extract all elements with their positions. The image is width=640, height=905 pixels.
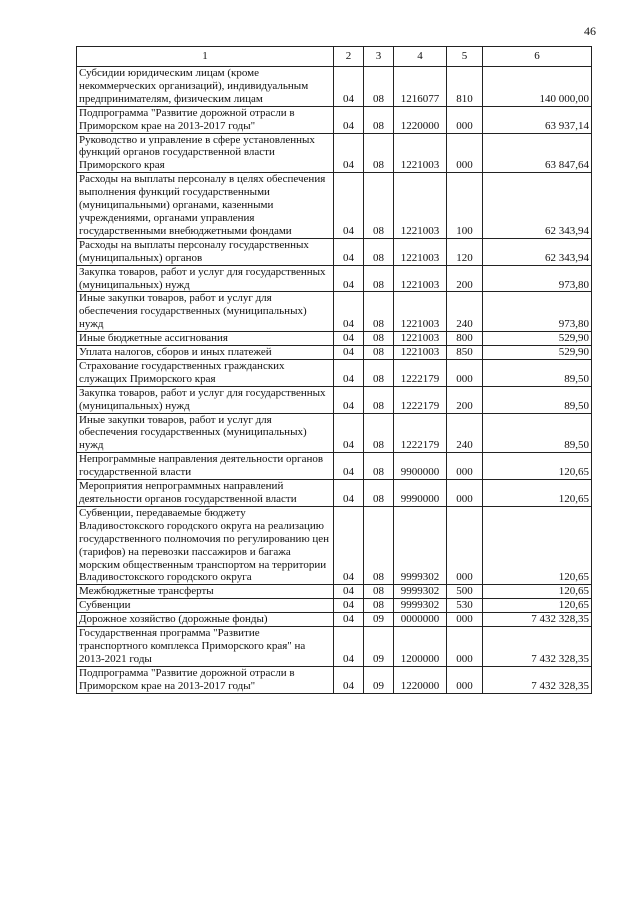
row-subsection-cell: 08 bbox=[364, 238, 394, 265]
row-section-cell: 04 bbox=[334, 599, 364, 613]
row-target-article-cell: 1200000 bbox=[394, 627, 447, 667]
header-cell-name: 1 bbox=[77, 47, 334, 67]
table-row bbox=[77, 265, 592, 292]
row-section-cell: 04 bbox=[334, 506, 364, 584]
table-row bbox=[77, 106, 592, 133]
row-target-article-cell: 1222179 bbox=[394, 413, 447, 453]
row-section-cell: 04 bbox=[334, 480, 364, 507]
row-target-article-cell: 1220000 bbox=[394, 106, 447, 133]
row-amount-cell: 120,65 bbox=[483, 506, 592, 584]
table-row bbox=[77, 506, 592, 584]
row-amount-cell: 120,65 bbox=[483, 585, 592, 599]
row-subsection-cell: 08 bbox=[364, 332, 394, 346]
table-row bbox=[77, 585, 592, 599]
row-expense-type-cell: 120 bbox=[447, 238, 483, 265]
row-expense-type-cell: 000 bbox=[447, 106, 483, 133]
header-cell-subsection: 3 bbox=[364, 47, 394, 67]
row-target-article-cell: 1216077 bbox=[394, 67, 447, 107]
row-expense-type-cell: 000 bbox=[447, 613, 483, 627]
row-target-article-cell: 1221003 bbox=[394, 173, 447, 239]
table-row bbox=[77, 413, 592, 453]
table-row bbox=[77, 599, 592, 613]
row-expense-type-cell: 000 bbox=[447, 359, 483, 386]
table-row bbox=[77, 627, 592, 667]
table-row bbox=[77, 133, 592, 173]
row-name-cell: Межбюджетные трансферты bbox=[77, 585, 334, 599]
row-name-cell: Субвенции bbox=[77, 599, 334, 613]
row-name-cell: Расходы на выплаты персоналу в целях обеспечения выполнения функций государственными (муниципальными) органами, казенными учреждениями, органами управления государственными внебюджетными фондами bbox=[77, 173, 334, 239]
row-target-article-cell: 1221003 bbox=[394, 133, 447, 173]
row-target-article-cell: 0000000 bbox=[394, 613, 447, 627]
row-amount-cell: 120,65 bbox=[483, 599, 592, 613]
row-expense-type-cell: 000 bbox=[447, 453, 483, 480]
row-section-cell: 04 bbox=[334, 346, 364, 360]
row-section-cell: 04 bbox=[334, 238, 364, 265]
row-target-article-cell: 1221003 bbox=[394, 292, 447, 332]
header-cell-section: 2 bbox=[334, 47, 364, 67]
row-expense-type-cell: 850 bbox=[447, 346, 483, 360]
row-subsection-cell: 08 bbox=[364, 480, 394, 507]
row-section-cell: 04 bbox=[334, 413, 364, 453]
row-subsection-cell: 08 bbox=[364, 413, 394, 453]
row-expense-type-cell: 000 bbox=[447, 666, 483, 693]
row-name-cell: Дорожное хозяйство (дорожные фонды) bbox=[77, 613, 334, 627]
table-row bbox=[77, 453, 592, 480]
table-row bbox=[77, 332, 592, 346]
table-row bbox=[77, 359, 592, 386]
row-section-cell: 04 bbox=[334, 67, 364, 107]
row-expense-type-cell: 200 bbox=[447, 265, 483, 292]
row-name-cell: Иные бюджетные ассигнования bbox=[77, 332, 334, 346]
row-name-cell: Субвенции, передаваемые бюджету Владивостокского городского округа на реализацию государственного полномочия по регулированию цен (тарифов) на перевозки пассажиров и багажа морским общественным транспортом на территории Владивостокского городского округа bbox=[77, 506, 334, 584]
row-subsection-cell: 08 bbox=[364, 599, 394, 613]
row-target-article-cell: 1221003 bbox=[394, 332, 447, 346]
header-cell-target-article: 4 bbox=[394, 47, 447, 67]
row-subsection-cell: 08 bbox=[364, 359, 394, 386]
row-amount-cell: 7 432 328,35 bbox=[483, 627, 592, 667]
table-body bbox=[77, 67, 592, 694]
row-name-cell: Уплата налогов, сборов и иных платежей bbox=[77, 346, 334, 360]
row-name-cell: Закупка товаров, работ и услуг для государственных (муниципальных) нужд bbox=[77, 265, 334, 292]
row-amount-cell: 973,80 bbox=[483, 292, 592, 332]
row-subsection-cell: 08 bbox=[364, 386, 394, 413]
row-subsection-cell: 08 bbox=[364, 106, 394, 133]
header-row bbox=[77, 47, 592, 67]
page-number: 46 bbox=[584, 24, 596, 38]
row-section-cell: 04 bbox=[334, 106, 364, 133]
row-name-cell: Подпрограмма "Развитие дорожной отрасли в Приморском крае на 2013-2017 годы" bbox=[77, 106, 334, 133]
row-amount-cell: 973,80 bbox=[483, 265, 592, 292]
row-expense-type-cell: 200 bbox=[447, 386, 483, 413]
row-name-cell: Иные закупки товаров, работ и услуг для обеспечения государственных (муниципальных) нужд bbox=[77, 292, 334, 332]
row-section-cell: 04 bbox=[334, 359, 364, 386]
row-expense-type-cell: 530 bbox=[447, 599, 483, 613]
row-amount-cell: 89,50 bbox=[483, 386, 592, 413]
header-cell-amount: 6 bbox=[483, 47, 592, 67]
table-row bbox=[77, 666, 592, 693]
row-name-cell: Закупка товаров, работ и услуг для государственных (муниципальных) нужд bbox=[77, 386, 334, 413]
row-amount-cell: 89,50 bbox=[483, 413, 592, 453]
table-row bbox=[77, 480, 592, 507]
row-subsection-cell: 08 bbox=[364, 173, 394, 239]
row-amount-cell: 7 432 328,35 bbox=[483, 666, 592, 693]
row-amount-cell: 62 343,94 bbox=[483, 173, 592, 239]
row-section-cell: 04 bbox=[334, 386, 364, 413]
row-section-cell: 04 bbox=[334, 627, 364, 667]
row-name-cell: Расходы на выплаты персоналу государственных (муниципальных) органов bbox=[77, 238, 334, 265]
row-name-cell: Страхование государственных гражданских служащих Приморского края bbox=[77, 359, 334, 386]
row-subsection-cell: 08 bbox=[364, 292, 394, 332]
header-cell-expense-type: 5 bbox=[447, 47, 483, 67]
row-section-cell: 04 bbox=[334, 292, 364, 332]
row-subsection-cell: 09 bbox=[364, 666, 394, 693]
row-name-cell: Иные закупки товаров, работ и услуг для обеспечения государственных (муниципальных) нужд bbox=[77, 413, 334, 453]
row-amount-cell: 7 432 328,35 bbox=[483, 613, 592, 627]
budget-table bbox=[76, 46, 592, 694]
row-expense-type-cell: 000 bbox=[447, 506, 483, 584]
row-target-article-cell: 1221003 bbox=[394, 265, 447, 292]
row-section-cell: 04 bbox=[334, 332, 364, 346]
row-section-cell: 04 bbox=[334, 585, 364, 599]
table-row bbox=[77, 346, 592, 360]
row-expense-type-cell: 100 bbox=[447, 173, 483, 239]
row-target-article-cell: 9999302 bbox=[394, 585, 447, 599]
row-subsection-cell: 08 bbox=[364, 453, 394, 480]
row-target-article-cell: 9990000 bbox=[394, 480, 447, 507]
row-target-article-cell: 1221003 bbox=[394, 238, 447, 265]
row-expense-type-cell: 240 bbox=[447, 292, 483, 332]
row-section-cell: 04 bbox=[334, 453, 364, 480]
row-section-cell: 04 bbox=[334, 173, 364, 239]
table-row bbox=[77, 613, 592, 627]
row-name-cell: Руководство и управление в сфере установленных функций органов государственной власти Приморского края bbox=[77, 133, 334, 173]
table-row bbox=[77, 292, 592, 332]
table-row bbox=[77, 67, 592, 107]
row-expense-type-cell: 000 bbox=[447, 627, 483, 667]
row-expense-type-cell: 810 bbox=[447, 67, 483, 107]
row-subsection-cell: 08 bbox=[364, 346, 394, 360]
row-expense-type-cell: 800 bbox=[447, 332, 483, 346]
row-subsection-cell: 08 bbox=[364, 265, 394, 292]
row-section-cell: 04 bbox=[334, 265, 364, 292]
row-subsection-cell: 09 bbox=[364, 613, 394, 627]
row-section-cell: 04 bbox=[334, 666, 364, 693]
table-row bbox=[77, 173, 592, 239]
row-subsection-cell: 08 bbox=[364, 67, 394, 107]
row-subsection-cell: 08 bbox=[364, 506, 394, 584]
row-name-cell: Подпрограмма "Развитие дорожной отрасли в Приморском крае на 2013-2017 годы" bbox=[77, 666, 334, 693]
row-target-article-cell: 9900000 bbox=[394, 453, 447, 480]
row-amount-cell: 89,50 bbox=[483, 359, 592, 386]
row-name-cell: Субсидии юридическим лицам (кроме некоммерческих организаций), индивидуальным предпринимателям, физическим лицам bbox=[77, 67, 334, 107]
table-row bbox=[77, 386, 592, 413]
row-expense-type-cell: 000 bbox=[447, 133, 483, 173]
row-target-article-cell: 1221003 bbox=[394, 346, 447, 360]
row-section-cell: 04 bbox=[334, 613, 364, 627]
row-amount-cell: 529,90 bbox=[483, 332, 592, 346]
row-amount-cell: 63 847,64 bbox=[483, 133, 592, 173]
row-amount-cell: 120,65 bbox=[483, 480, 592, 507]
row-name-cell: Государственная программа "Развитие транспортного комплекса Приморского края" на 2013-2021 годы bbox=[77, 627, 334, 667]
row-target-article-cell: 9999302 bbox=[394, 506, 447, 584]
row-target-article-cell: 1220000 bbox=[394, 666, 447, 693]
row-amount-cell: 63 937,14 bbox=[483, 106, 592, 133]
row-amount-cell: 529,90 bbox=[483, 346, 592, 360]
row-expense-type-cell: 500 bbox=[447, 585, 483, 599]
row-subsection-cell: 08 bbox=[364, 133, 394, 173]
row-target-article-cell: 1222179 bbox=[394, 386, 447, 413]
row-amount-cell: 62 343,94 bbox=[483, 238, 592, 265]
row-section-cell: 04 bbox=[334, 133, 364, 173]
row-amount-cell: 140 000,00 bbox=[483, 67, 592, 107]
row-target-article-cell: 1222179 bbox=[394, 359, 447, 386]
row-subsection-cell: 08 bbox=[364, 585, 394, 599]
table-row bbox=[77, 238, 592, 265]
row-target-article-cell: 9999302 bbox=[394, 599, 447, 613]
row-name-cell: Непрограммные направления деятельности органов государственной власти bbox=[77, 453, 334, 480]
row-amount-cell: 120,65 bbox=[483, 453, 592, 480]
row-expense-type-cell: 000 bbox=[447, 480, 483, 507]
row-name-cell: Мероприятия непрограммных направлений деятельности органов государственной власти bbox=[77, 480, 334, 507]
row-expense-type-cell: 240 bbox=[447, 413, 483, 453]
row-subsection-cell: 09 bbox=[364, 627, 394, 667]
